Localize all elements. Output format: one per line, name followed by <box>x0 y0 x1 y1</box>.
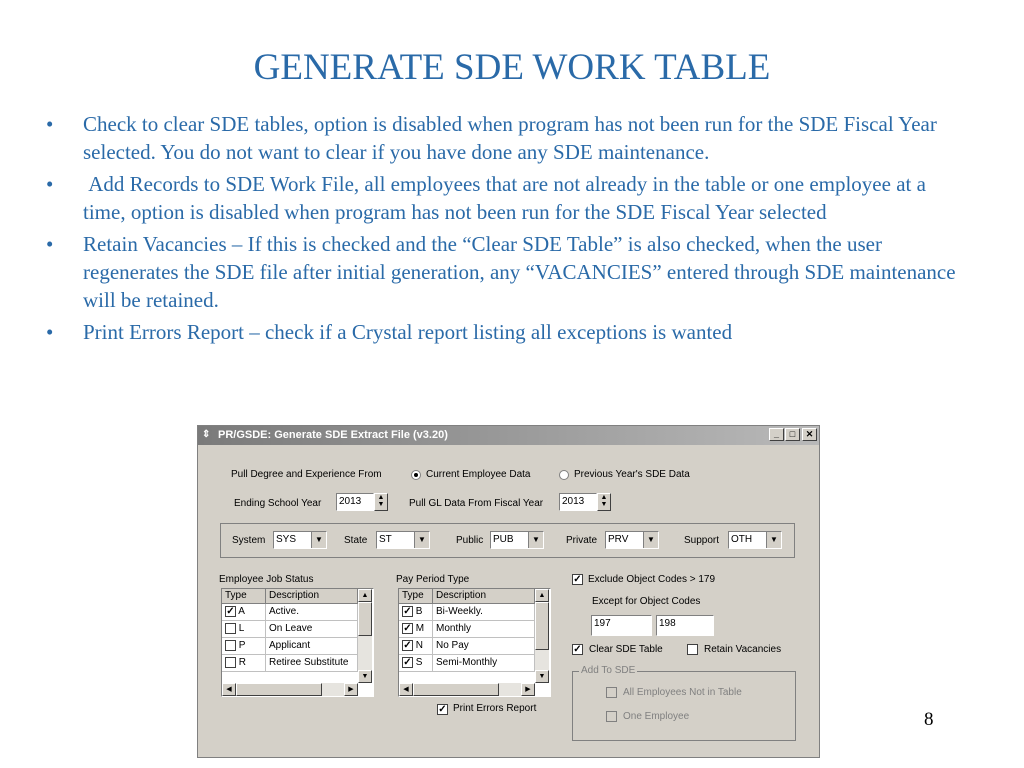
public-select[interactable] <box>490 531 544 549</box>
row-checkbox[interactable] <box>225 623 236 634</box>
add-to-sde-group <box>572 665 796 741</box>
retain-vacancies-label[interactable]: Retain Vacancies <box>704 644 782 655</box>
bullet-marker: • <box>46 172 54 196</box>
maximize-button[interactable]: □ <box>785 428 800 441</box>
exclude-codes-label[interactable]: Exclude Object Codes > 179 <box>588 574 716 585</box>
column-header-description[interactable]: Description <box>433 589 535 604</box>
state-select[interactable] <box>376 531 430 549</box>
system-select[interactable] <box>273 531 327 549</box>
description-cell: Semi-Monthly <box>433 655 535 672</box>
row-checkbox[interactable]: ✓ <box>403 606 412 617</box>
minimize-button[interactable]: _ <box>769 428 784 441</box>
chevron-down-icon[interactable]: ▼ <box>643 532 658 548</box>
pull-degree-label: Pull Degree and Experience From <box>231 469 382 480</box>
scroll-right-button[interactable]: ▶ <box>521 683 535 696</box>
private-select[interactable] <box>605 531 659 549</box>
type-code: S <box>415 657 423 669</box>
scroll-thumb[interactable] <box>535 602 549 650</box>
pull-gl-label: Pull GL Data From Fiscal Year <box>409 498 544 509</box>
table-row[interactable] <box>399 655 535 672</box>
type-code: L <box>238 623 245 635</box>
clear-sde-checkbox[interactable]: ✓ <box>573 644 582 655</box>
bullet-marker: • <box>46 232 54 256</box>
type-code: N <box>415 640 424 652</box>
support-value: OTH <box>731 534 753 545</box>
column-header-description[interactable]: Description <box>266 589 358 604</box>
state-label: State <box>344 535 368 546</box>
scroll-up-button[interactable]: ▲ <box>358 589 372 602</box>
table-row[interactable] <box>222 655 358 672</box>
print-errors-label[interactable]: Print Errors Report <box>453 703 537 714</box>
one-employee-checkbox <box>606 711 617 722</box>
type-cell[interactable] <box>222 604 266 621</box>
pay-period-grid[interactable] <box>398 588 551 697</box>
scroll-thumb[interactable] <box>236 683 322 696</box>
scroll-down-button[interactable]: ▼ <box>535 670 549 683</box>
bullet-item <box>46 230 966 314</box>
table-row[interactable] <box>399 621 535 638</box>
type-code: P <box>238 640 246 652</box>
description-cell: On Leave <box>266 621 358 638</box>
bullet-marker: • <box>46 112 54 136</box>
bullet-text: Check to clear SDE tables, option is disabled when program has not been run for the SDE Fiscal Year selected. You do not want to clear if you have done any SDE maintenance. <box>83 112 937 164</box>
except-code-input-1[interactable]: 197 <box>591 615 652 636</box>
chevron-down-icon[interactable]: ▼ <box>766 532 781 548</box>
table-row[interactable] <box>399 604 535 621</box>
table-row[interactable] <box>222 621 358 638</box>
window-title: PR/GSDE: Generate SDE Extract File (v3.20) <box>218 429 448 441</box>
row-checkbox[interactable] <box>225 657 236 668</box>
table-row[interactable] <box>399 638 535 655</box>
type-code: R <box>238 657 247 669</box>
description-cell: No Pay <box>433 638 535 655</box>
retain-vacancies-checkbox[interactable] <box>687 644 698 655</box>
bullet-item <box>46 170 966 226</box>
row-checkbox[interactable]: ✓ <box>403 623 412 634</box>
scroll-thumb[interactable] <box>413 683 499 696</box>
type-cell[interactable] <box>222 655 266 672</box>
ending-year-input[interactable]: 2013 <box>336 493 374 511</box>
horizontal-scrollbar[interactable] <box>222 683 358 696</box>
bullet-text: Add Records to SDE Work File, all employees that are not already in the table or one employee at a time, option is disabled when program has not been run for the SDE Fiscal Year selected <box>83 172 932 224</box>
type-code: B <box>415 606 423 618</box>
type-cell[interactable] <box>399 655 433 672</box>
radio-previous-year[interactable] <box>559 470 569 480</box>
table-row[interactable] <box>222 638 358 655</box>
row-checkbox[interactable]: ✓ <box>403 640 412 651</box>
scroll-up-button[interactable]: ▲ <box>535 589 549 602</box>
print-errors-checkbox[interactable]: ✓ <box>438 704 447 715</box>
bullet-item <box>46 110 966 166</box>
except-codes-label: Except for Object Codes <box>592 596 701 607</box>
description-cell: Applicant <box>266 638 358 655</box>
page-number: 8 <box>924 709 934 730</box>
bullet-item <box>46 318 966 346</box>
bullet-text: Retain Vacancies – If this is checked and the “Clear SDE Table” is also checked, when the user regenerates the SDE file after initial generation, any “VACANCIES” entered through SDE maintenance will be retained. <box>83 232 956 312</box>
add-to-sde-title: Add To SDE <box>581 665 636 676</box>
job-status-grid[interactable] <box>221 588 374 697</box>
codes-group <box>220 523 795 558</box>
scroll-thumb[interactable] <box>358 602 372 636</box>
close-button[interactable]: ✕ <box>802 428 817 441</box>
private-value: PRV <box>608 534 629 545</box>
type-code: A <box>238 606 245 618</box>
chevron-down-icon[interactable]: ▼ <box>528 532 543 548</box>
row-checkbox[interactable] <box>225 640 236 651</box>
description-cell: Bi-Weekly. <box>433 604 535 621</box>
slide-title: GENERATE SDE WORK TABLE <box>253 47 771 88</box>
except-code-input-2[interactable]: 198 <box>656 615 714 636</box>
support-label: Support <box>684 535 720 546</box>
type-cell[interactable] <box>399 638 433 655</box>
column-header-type[interactable]: Type <box>399 589 433 604</box>
vertical-scrollbar[interactable] <box>358 589 372 683</box>
all-employees-checkbox <box>606 687 617 698</box>
scroll-left-button[interactable]: ◀ <box>222 683 236 696</box>
chevron-down-icon[interactable]: ▼ <box>414 532 429 548</box>
ending-year-label: Ending School Year <box>234 498 322 509</box>
private-label: Private <box>566 535 598 546</box>
exclude-codes-checkbox[interactable]: ✓ <box>573 574 582 585</box>
ending-year-spinner[interactable]: ▲ ▼ <box>374 493 388 511</box>
type-cell[interactable] <box>222 638 266 655</box>
all-employees-label: All Employees Not in Table <box>623 687 742 698</box>
scroll-down-button[interactable]: ▼ <box>358 670 372 683</box>
radio-current-label[interactable]: Current Employee Data <box>426 469 531 480</box>
type-cell[interactable] <box>222 621 266 638</box>
pull-gl-spinner[interactable]: ▲ ▼ <box>597 493 611 511</box>
support-select[interactable] <box>728 531 782 549</box>
type-code: M <box>415 623 425 635</box>
window-titlebar[interactable] <box>198 426 819 445</box>
clear-sde-label[interactable]: Clear SDE Table <box>589 644 663 655</box>
state-value: ST <box>379 534 392 545</box>
chevron-down-icon[interactable]: ▼ <box>311 532 326 548</box>
system-value: SYS <box>276 534 297 545</box>
column-header-type[interactable]: Type <box>222 589 266 604</box>
pull-gl-input[interactable]: 2013 <box>559 493 597 511</box>
scroll-left-button[interactable]: ◀ <box>399 683 413 696</box>
type-cell[interactable] <box>399 621 433 638</box>
bullet-text: Print Errors Report – check if a Crystal report listing all exceptions is wanted <box>83 320 733 344</box>
radio-current-employee[interactable] <box>411 470 421 480</box>
radio-previous-label[interactable]: Previous Year's SDE Data <box>574 469 690 480</box>
system-label: System <box>232 535 266 546</box>
description-cell: Monthly <box>433 621 535 638</box>
public-value: PUB <box>493 534 514 545</box>
pay-period-label: Pay Period Type <box>396 574 470 585</box>
bullet-list <box>46 110 966 350</box>
bullet-marker: • <box>46 320 54 344</box>
table-row[interactable] <box>222 604 358 621</box>
horizontal-scrollbar[interactable] <box>399 683 535 696</box>
description-cell: Active. <box>266 604 358 621</box>
public-label: Public <box>456 535 484 546</box>
app-window <box>197 425 820 758</box>
description-cell: Retiree Substitute <box>266 655 358 672</box>
job-status-label: Employee Job Status <box>219 574 314 585</box>
scroll-right-button[interactable]: ▶ <box>344 683 358 696</box>
type-cell[interactable] <box>399 604 433 621</box>
row-checkbox[interactable]: ✓ <box>226 606 235 617</box>
one-employee-label: One Employee <box>623 711 690 722</box>
row-checkbox[interactable]: ✓ <box>403 657 412 668</box>
app-icon: ⇕ <box>202 429 211 440</box>
vertical-scrollbar[interactable] <box>535 589 549 683</box>
